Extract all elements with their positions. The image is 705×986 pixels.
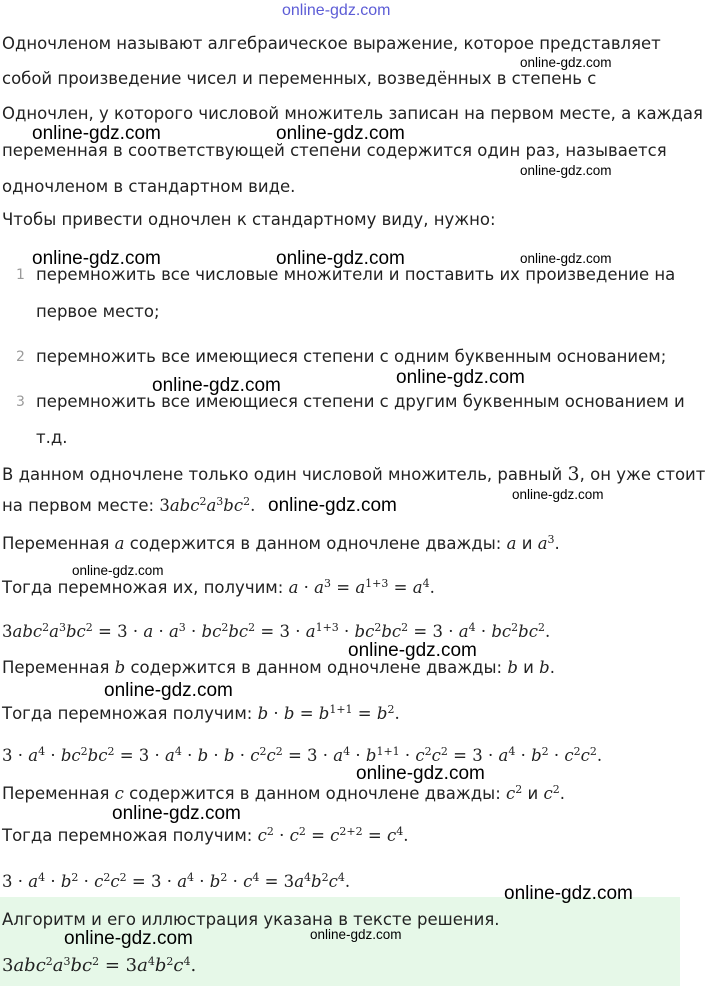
step-2-line-1: перемножить все имеющиеся степени с одним буквенным основанием; bbox=[36, 347, 667, 366]
step-1-number: 1 bbox=[16, 267, 25, 283]
variable-a-line: Переменная a содержится в данном одночлене дважды: a и $a^3$. bbox=[2, 532, 560, 553]
equation-3: $3 \cdot a^4 \cdot b^2 \cdot c^2c^2 = 3 \cdot a^4 \cdot b^2 \cdot c^4 = 3a^4b^2c^4$. bbox=[2, 870, 351, 891]
definition-line-2: собой произведение чисел и переменных, возведённых в степень с bbox=[2, 69, 597, 88]
site-watermark: online-gdz.com bbox=[310, 927, 402, 942]
variable-c-line: Переменная c содержится в данном одночлене дважды: $c^2$ и $c^2$. bbox=[2, 782, 566, 803]
site-watermark: online-gdz.com bbox=[512, 487, 604, 502]
site-watermark: online-gdz.com bbox=[112, 803, 241, 824]
definition-line-1: Одночленом называют алгебраическое выражение, которое представляет bbox=[2, 34, 661, 53]
definition-line-4: переменная в соответствующей степени содержится один раз, называется bbox=[2, 141, 667, 160]
initial-monomial: $3abc^2a^3bc^2$. bbox=[159, 494, 256, 515]
answer-formula: $3abc^2a^3bc^2 = 3a^4b^2c^4$. bbox=[2, 954, 197, 976]
site-watermark: online-gdz.com bbox=[72, 563, 164, 578]
step-3-line-1: перемножить все имеющиеся степени с другим буквенным основанием и bbox=[36, 392, 685, 411]
multiply-c-line: Тогда перемножая получим: $c^2 \cdot c^2 = c^{2+2} = c^4$. bbox=[2, 824, 409, 845]
solution-paragraph-1: В данном одночлене только один числовой множитель, равный 3, он уже стоит bbox=[2, 463, 705, 485]
site-watermark: online-gdz.com bbox=[104, 680, 233, 701]
step-3-line-2: т.д. bbox=[36, 428, 68, 447]
equation-1: $3abc^2a^3bc^2 = 3 \cdot a \cdot a^3 \cdot bc^2bc^2 = 3 \cdot a^{1+3} \cdot bc^2bc^2 = 3 \cdot a^4 \cdot bc^2bc^2$. bbox=[2, 620, 551, 641]
site-watermark: online-gdz.com bbox=[520, 163, 612, 178]
answer-text: Алгоритм и его иллюстрация указана в тексте решения. bbox=[2, 910, 500, 929]
site-watermark: online-gdz.com bbox=[520, 251, 612, 266]
site-watermark: online-gdz.com bbox=[152, 375, 281, 396]
equation-2: $3 \cdot a^4 \cdot bc^2bc^2 = 3 \cdot a^4 \cdot b \cdot b \cdot c^2c^2 = 3 \cdot a^4 \cdot b^{1+1} \cdot c^2c^2 = 3 \cdot a^4 \cdot b^2 \cdot c^2c^2$. bbox=[2, 744, 603, 765]
site-watermark: online-gdz.com bbox=[64, 928, 193, 949]
steps-intro: Чтобы привести одночлен к стандартному виду, нужно: bbox=[2, 210, 496, 229]
definition-line-5: одночленом в стандартном виде. bbox=[2, 177, 296, 196]
solution-paragraph-2: на первом месте: $3abc^2a^3bc^2$. bbox=[2, 494, 256, 515]
step-1-line-1: перемножить все числовые множители и поставить их произведение на bbox=[36, 265, 676, 284]
definition-line-3: Одночлен, у которого числовой множитель записан на первом месте, а каждая bbox=[2, 104, 703, 123]
site-watermark: online-gdz.com bbox=[348, 640, 477, 661]
site-watermark: online-gdz.com bbox=[396, 367, 525, 388]
site-watermark: online-gdz.com bbox=[356, 763, 485, 784]
site-watermark-top: online-gdz.com bbox=[282, 2, 391, 19]
site-watermark: online-gdz.com bbox=[520, 55, 612, 70]
site-watermark: online-gdz.com bbox=[32, 123, 161, 144]
step-3-number: 3 bbox=[16, 394, 25, 410]
multiply-b-line: Тогда перемножая получим: $b \cdot b = b^{1+1} = b^2$. bbox=[2, 702, 400, 723]
step-1-line-2: первое место; bbox=[36, 302, 160, 321]
variable-b-line: Переменная b содержится в данном одночлене дважды: b и b. bbox=[2, 658, 555, 677]
site-watermark: online-gdz.com bbox=[268, 495, 397, 516]
site-watermark: online-gdz.com bbox=[32, 248, 161, 269]
site-watermark: online-gdz.com bbox=[504, 883, 633, 904]
multiply-a-line: Тогда перемножая их, получим: $a \cdot a^3 = a^{1+3} = a^4$. bbox=[2, 576, 435, 597]
step-2-number: 2 bbox=[16, 349, 25, 365]
site-watermark: online-gdz.com bbox=[276, 248, 405, 269]
site-watermark: online-gdz.com bbox=[276, 123, 405, 144]
